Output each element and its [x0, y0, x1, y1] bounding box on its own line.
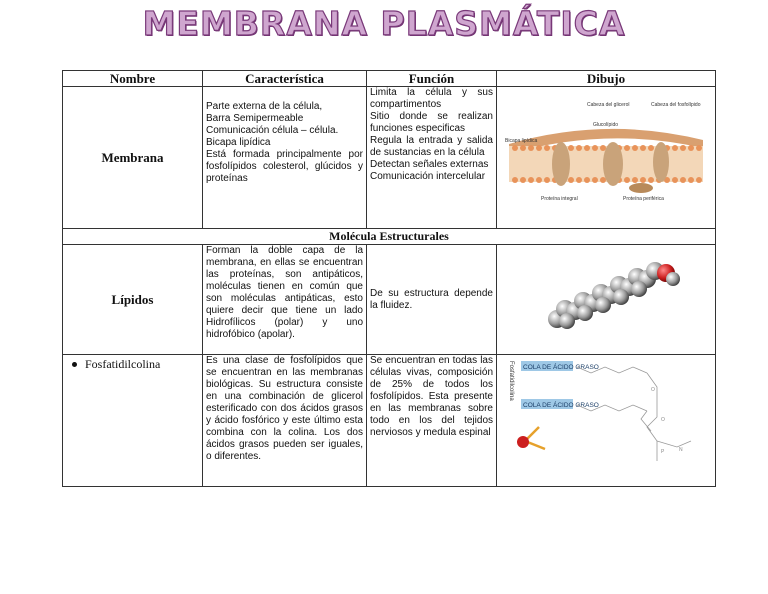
membrana-caracteristica	[203, 87, 367, 229]
section-title: Molécula Estructurales	[63, 229, 716, 245]
membrana-caract-line: Comunicación célula – célula.	[206, 125, 339, 136]
peripheral-protein	[629, 183, 653, 193]
header-dibujo: Dibujo	[497, 71, 716, 87]
page-title: MEMBRANA PLASMÁTICA	[142, 4, 626, 43]
membrana-funcion	[367, 87, 497, 229]
label-glicerol: Cabeza del glicerol	[587, 102, 630, 108]
membrane-illustration	[501, 96, 711, 214]
header-nombre: Nombre	[63, 71, 203, 87]
phosphatidylcholine-illustration	[501, 357, 711, 479]
svg-text:O: O	[651, 387, 655, 393]
membrana-func-line: Comunicación intercelular	[370, 171, 486, 182]
membrana-name: Membrana	[63, 87, 203, 229]
fosfatidilcolina-caracteristica: Es una clase de fosfolípidos que se encuentran en las membranas biológicas. Su estructura consiste en una combinación de glicerol esterificado con dos ácidos grasos y ácido fosfórico y este último esta combina con la colina. Los dos ácidos grasos pueden ser iguales, o diferentes.	[203, 355, 367, 487]
membrana-func-line: Regula la entrada y salida de sustancias en la célula	[370, 135, 493, 158]
carbon-chain	[548, 262, 664, 329]
table-header-row	[63, 71, 716, 87]
table-section-row	[63, 229, 716, 245]
fosfatidilcolina-name: Fosfatidilcolina	[85, 357, 161, 371]
membrana-caract-line: Bicapa lipídica	[206, 137, 271, 148]
label-cola-acido-2: COLA DE ÁCIDO GRASO	[523, 402, 599, 409]
label-fosfolipido: Cabeza del fosfolípido	[651, 102, 701, 108]
lipidos-name: Lípidos	[63, 245, 203, 355]
fosfatidilcolina-dibujo	[497, 355, 716, 487]
label-glucolipido: Glucolípido	[593, 122, 619, 128]
header-caracteristica: Característica	[203, 71, 367, 87]
lipidos-funcion: De su estructura depende la fluidez.	[367, 245, 497, 355]
lipidos-caracteristica: Forman la doble capa de la membrana, en ellas se encuentran las proteínas, son antipáticos, moléculas tienen en común que son moléculas antipáticas, esto quiere decir que tiene un lado Hidrofílicos (polar) y uno hidrofóbico (apolar).	[203, 245, 367, 355]
hydrogen-atom	[666, 272, 680, 286]
membrane-table	[62, 70, 716, 487]
membrana-func-line: Limita la célula y sus compartimentos	[370, 87, 493, 110]
label-cola-acido-1: COLA DE ÁCIDO GRASO	[523, 364, 599, 371]
table-row-membrana	[63, 87, 716, 229]
table-row-lipidos	[63, 245, 716, 355]
membrana-caract-line: Barra Semipermeable	[206, 113, 304, 124]
fosfatidilcolina-name-cell	[63, 355, 203, 487]
header-funcion: Función	[367, 71, 497, 87]
lipidos-dibujo	[497, 245, 716, 355]
table-row-fosfatidilcolina	[63, 355, 716, 487]
label-prot-periferica: Proteína periférica	[623, 196, 664, 202]
svg-text:O: O	[661, 417, 665, 423]
label-bicapa: Bicapa lipídica	[505, 138, 538, 144]
lipid-molecule-illustration	[501, 247, 711, 347]
svg-text:N: N	[679, 447, 683, 453]
bullet-icon	[72, 362, 77, 367]
membrana-dibujo	[497, 87, 716, 229]
label-fosfatidilcolina-vertical: Fosfatidilcolina	[508, 361, 514, 401]
fosfatidilcolina-funcion: Se encuentran en todas las células vivas, composición de 25% de todos los fosfolípidos. Esta presente en las membranas sobre todo en los del tejidos nerviosos y medula espinal	[367, 355, 497, 487]
polar-head-icon	[517, 436, 529, 448]
membrana-func-line: Detectan señales externas	[370, 159, 489, 170]
membrana-caract-line: Parte externa de la célula,	[206, 101, 323, 112]
label-prot-integral: Proteína integral	[541, 196, 578, 202]
membrana-func-line: Sitio donde se realizan funciones especificas	[370, 111, 493, 134]
membrana-caract-line: Está formada principalmente por fosfolípidos colesterol, glúcidos y proteínas	[206, 149, 363, 184]
svg-text:P: P	[661, 449, 665, 455]
